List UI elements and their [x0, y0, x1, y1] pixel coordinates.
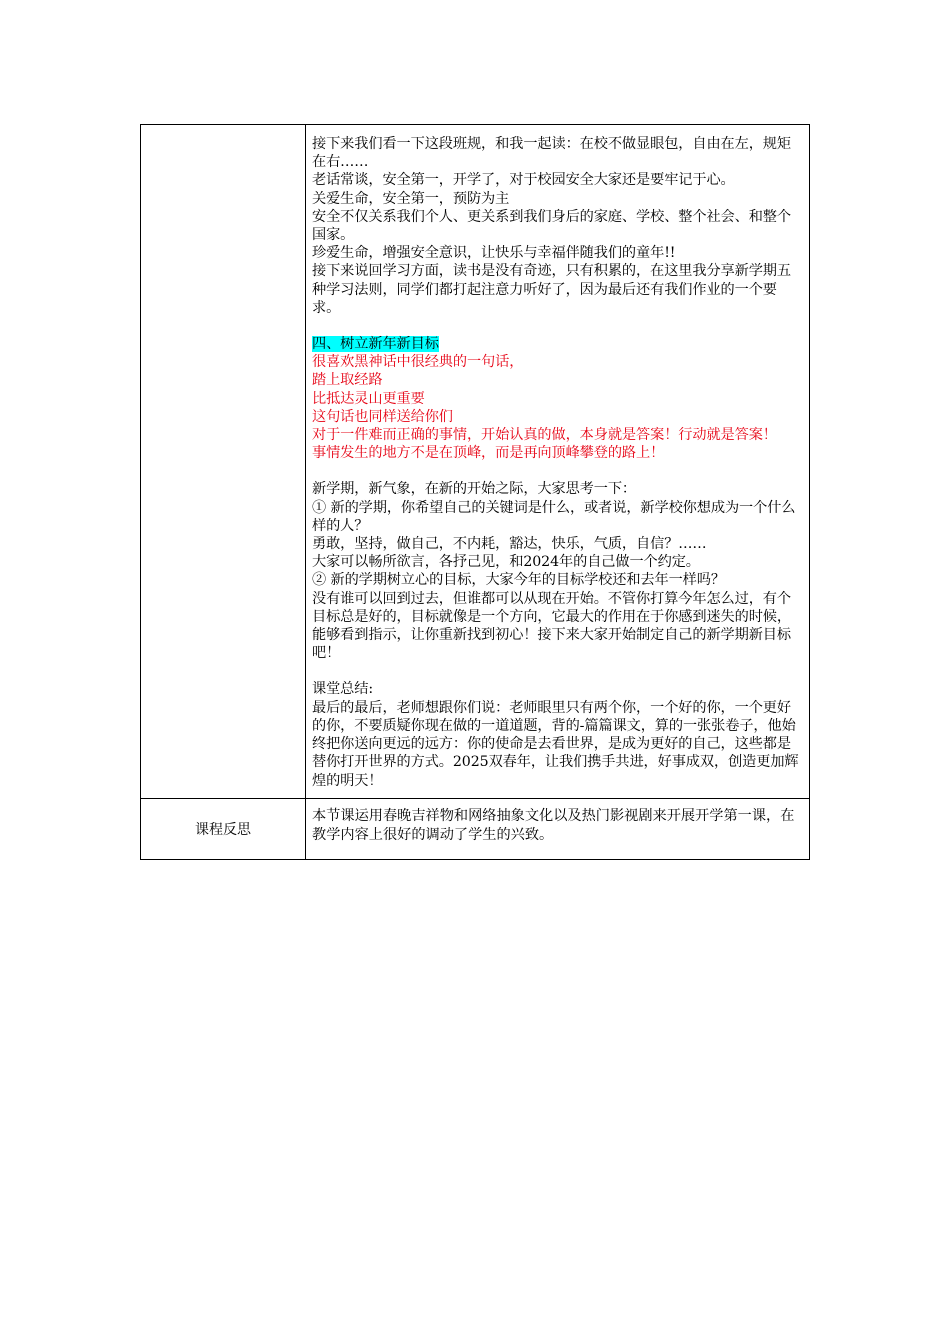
- summary-text: 最后的最后，老师想跟你们说：老师眼里只有两个你，一个好的你，一个更好的你，不要质疑你现在做的一道道题，背的-篇篇课文，算的一张张卷子，他始终把你送向更远的远方：你的使命是去看世界，是成为更好的自己，这些都是替你打开世界的方式。2025双春年，让我们携手共进，好事成双，创造更加辉煌的明天！: [312, 699, 799, 789]
- lesson-plan-table: [140, 124, 810, 860]
- paragraph: 新学期，新气象，在新的开始之际，大家思考一下：: [312, 481, 637, 498]
- content-row-label: [141, 125, 306, 799]
- paragraph: ② 新的学期树立心的目标，大家今年的目标学校还和去年一样吗？: [312, 572, 725, 589]
- paragraph: 没有谁可以回到过去，但谁都可以从现在开始。不管你打算今年怎么过，有个目标总是好的，目标就像是一个方向，它最大的作用在于你感到迷失的时候，能够看到指示，让你重新找到初心！接下来大家开始制定自己的新学期新目标吧！: [312, 590, 791, 662]
- paragraph: 接下来我们看一下这段班规，和我一起读：在校不做显眼包，自由在左，规矩在右……: [312, 136, 791, 171]
- red-paragraph: 踏上取经路: [312, 372, 383, 389]
- reflection-text: 本节课运用春晚吉祥物和网络抽象文化以及热门影视剧来开展开学第一课，在教学内容上很好的调动了学生的兴致。: [312, 807, 795, 843]
- red-paragraph: 比抵达灵山更重要: [312, 390, 425, 407]
- paragraph: ① 新的学期，你希望自己的关键词是什么，或者说，新学校你想成为一个什么样的人？: [312, 499, 796, 534]
- summary-title: 课堂总结:: [312, 681, 374, 698]
- reflection-cell: [306, 798, 810, 859]
- paragraph: 安全不仅关系我们个人、更关系到我们身后的家庭、学校、整个社会、和整个国家。: [312, 208, 791, 244]
- paragraph: 接下来说回学习方面，读书是没有奇迹，只有积累的，在这里我分享新学期五种学习法则，同学们都打起注意力听好了，因为最后还有我们作业的一个要求。: [312, 263, 791, 316]
- content-cell: [306, 125, 810, 799]
- content-row: [141, 125, 810, 799]
- paragraph: 珍爱生命，增强安全意识，让快乐与幸福伴随我们的童年!!: [312, 245, 676, 262]
- paragraph: 老话常谈，安全第一，开学了，对于校园安全大家还是要牢记于心。: [312, 172, 735, 189]
- reflection-label: 课程反思: [141, 798, 306, 859]
- paragraph: 勇敢，坚持，做自己，不内耗，豁达，快乐，气质，自信？……: [312, 536, 707, 553]
- red-paragraph: 对于一件难而正确的事情，开始认真的做，本身就是答案！行动就是答案！: [312, 427, 777, 444]
- red-paragraph: 事情发生的地方不是在顶峰，而是再向顶峰攀登的路上！: [312, 445, 665, 462]
- reflection-row: [141, 798, 810, 859]
- red-paragraph: 很喜欢黑神话中很经典的一句话，: [312, 354, 524, 371]
- paragraph: 关爱生命，安全第一，预防为主: [312, 190, 510, 207]
- paragraph: 大家可以畅所欲言，各抒己见，和2024年的自己做一个约定。: [312, 554, 700, 571]
- red-paragraph: 这句话也同样送给你们: [312, 408, 453, 425]
- section-heading: 四、树立新年新目标: [312, 336, 439, 353]
